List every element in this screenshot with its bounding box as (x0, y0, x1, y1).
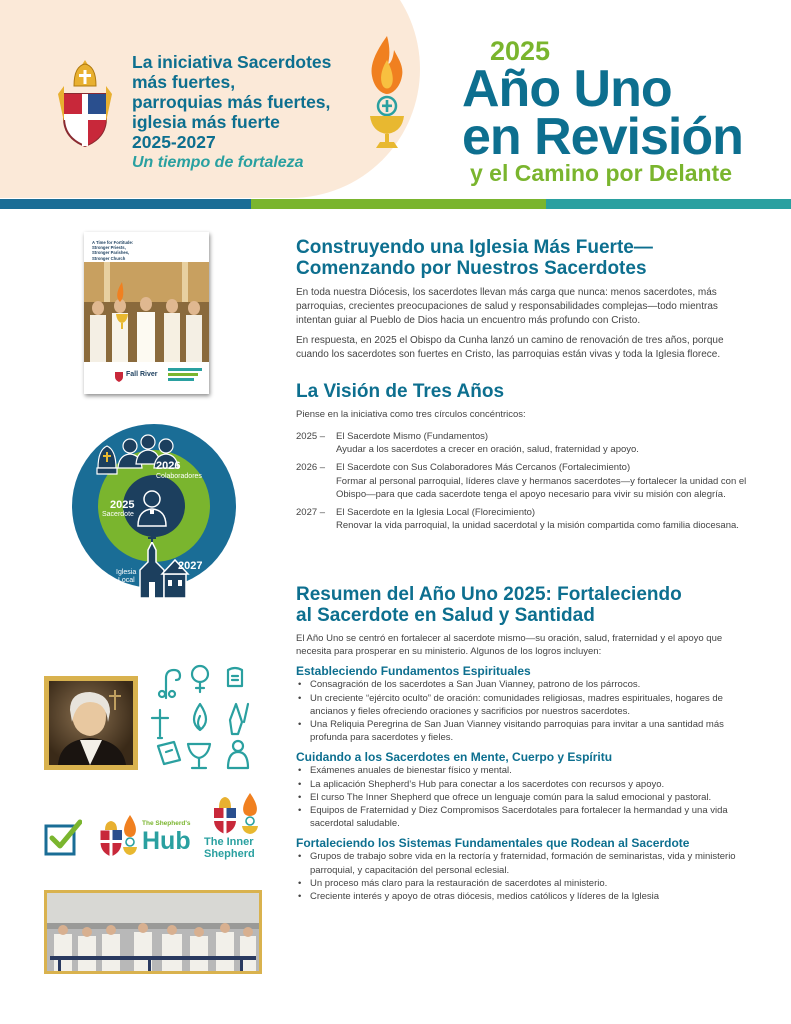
inner-shepherd-logo (204, 792, 266, 860)
circle-year-2025: 2025 (110, 499, 135, 511)
rosary-icon (192, 666, 208, 692)
spiritual-foundations-list (296, 678, 756, 744)
flame-chalice-icon (364, 34, 410, 152)
three-circles-diagram (70, 422, 240, 598)
list-item: • Creciente interés y apoyo de otras diócesis, medios católicos y líderes de la Iglesia (310, 890, 756, 903)
checkmark-box-icon (44, 818, 82, 856)
saint-vianney-portrait (44, 676, 138, 770)
vision-year-2025: 2025 – El Sacerdote Mismo (Fundamentos) Ayudar a los sacerdotes a crecer en oración, salud, fraternidad y apoyo. (296, 431, 639, 456)
priests-meeting-photo (44, 890, 262, 974)
circle-year-2027: 2027 (178, 560, 203, 572)
section3-intro: El Año Uno se centró en fortalecer al sacerdote mismo—su oración, salud, fraternidad y el apoyo que necesita para prosperar en su ministerio. Algunos de los logros incluyen: (296, 633, 723, 658)
list-item: • Un creciente “ejército oculto” de oración: comunidades religiosas, madres espirituales, hogares de ancianos y fieles ofreciendo oraciones y sacrificios por nuestros sacerdotes. (310, 692, 756, 718)
page-title-line1: Año Uno (462, 60, 672, 118)
booklet-crest-icon (114, 370, 124, 382)
subsection-fundamental-systems-heading: Fortaleciendo los Sistemas Fundamentales que Rodean al Sacerdote (296, 836, 690, 851)
tagline: Un tiempo de fortaleza (132, 154, 304, 171)
list-item: • Exámenes anuales de bienestar físico y mental. (310, 764, 756, 777)
circle-label-iglesia: Iglesia (116, 569, 137, 576)
section1-paragraph-1: En toda nuestra Diócesis, los sacerdotes llevan más carga que nunca: menos sacerdotes, más parroquias, crecientes preocupaciones de salud y responsabilidades complejas—todo mientras intentan guiar al Pueblo de Dios hacia un encuentro más profundo con Cristo. (296, 287, 718, 326)
list-item: • La aplicación Shepherd’s Hub para conectar a los sacerdotes con recursos y apoyo. (310, 778, 756, 791)
section-building-church (296, 237, 756, 362)
hub-logo-small-text: The Shepherd's (142, 820, 191, 827)
list-item: • Equipos de Fraternidad y Diez Compromisos Sacerdotales para fortalecer la hermandad y una vida sacerdotal saludable. (310, 804, 756, 830)
list-item: • Una Reliquia Peregrina de San Juan Vianney visitando parroquias para invitar a una santidad más profunda para sacerdotes y fieles. (310, 718, 756, 744)
cross-icon (152, 710, 168, 738)
shepherds-hub-logo (96, 814, 192, 860)
tablets-icon (228, 668, 242, 686)
priests-photo (84, 262, 209, 362)
list-item: • Grupos de trabajo sobre vida en la rectoría y fraternidad, formación de seminaristas, vida y ministerio parroquial, y capacitación del personal eclesial. (310, 850, 756, 876)
circle-label-colaboradores: Colaboradores (156, 473, 202, 480)
caring-priests-list (296, 764, 756, 830)
mary-icon (228, 741, 248, 768)
vision-year-2026: 2026 – El Sacerdote con Sus Colaboradores Más Cercanos (Fortalecimiento) Formar al personal parroquial, líderes clave y hermanos sacerdotes—y fortalecer la unidad con el Obispo—para que cada sacerdote tenga el apoyo necesario para vivir su misión con alegría. (296, 462, 747, 500)
section3-heading: Resumen del Año Uno 2025: Fortaleciendo al Sacerdote en Salud y Santidad (296, 584, 682, 626)
list-item: • Un proceso más claro para la restauración de sacerdotes al ministerio. (310, 877, 756, 890)
bible-icon (158, 742, 180, 764)
shepherd-crook-icon (159, 670, 180, 698)
page-title-line2: en Revisión (462, 108, 743, 166)
ministry-icons-ring (148, 664, 260, 772)
section-three-year-vision (296, 381, 756, 537)
header-divider-stripe (0, 199, 791, 209)
inner-shepherd-emblem-icon (210, 792, 262, 834)
vision-year-2027: 2027 – El Sacerdote en la Iglesia Local (Florecimiento) Renovar la vida parroquial, la unidad sacerdotal y la misión compartida como familia diocesana. (296, 507, 739, 532)
praying-hands-icon (230, 704, 248, 734)
section2-intro: Piense en la iniciativa como tres círculos concéntricos: (296, 409, 526, 420)
fundamental-systems-list (296, 850, 756, 903)
subsection-caring-priests-heading: Cuidando a los Sacerdotes en Mente, Cuerpo y Espíritu (296, 750, 613, 765)
circle-label-local: Local (118, 577, 135, 584)
initiative-title: La iniciativa Sacerdotes más fuertes, parroquias más fuertes, iglesia más fuerte 2025-2027 (132, 52, 332, 152)
inner-shepherd-text-1: The Inner (204, 836, 254, 848)
booklet-diocese-logo: Fall River (126, 371, 158, 378)
section1-heading: Construyendo una Iglesia Más Fuerte— Comenzando por Nuestros Sacerdotes (296, 237, 653, 279)
booklet-cover-image: A Time for Fortitude: Stronger Priests, Stronger Parishes, Stronger Church Fall River (84, 232, 209, 394)
list-item: • Consagración de los sacerdotes a San Juan Vianney, patrono de los párrocos. (310, 678, 756, 691)
section-year-one-summary (296, 584, 756, 903)
circle-label-sacerdote: Sacerdote (102, 511, 134, 518)
hub-logo-big-text: Hub (142, 827, 191, 855)
page-subtitle: y el Camino por Delante (470, 160, 733, 186)
hub-flame-chalice-icon (120, 814, 140, 858)
header-year: 2025 (490, 36, 551, 66)
subsection-spiritual-foundations-heading: Estableciendo Fundamentos Espirituales (296, 664, 531, 679)
list-item: • El curso The Inner Shepherd que ofrece un lenguaje común para la salud emocional y pastoral. (310, 791, 756, 804)
inner-shepherd-text-2: Shepherd (204, 848, 255, 860)
diocese-crest-logo (56, 58, 114, 148)
section1-paragraph-2: En respuesta, en 2025 el Obispo da Cunha lanzó un camino de renovación de tres años, porque cuando los sacerdotes son fuertes en Cristo, las parroquias están vivas y toda la Iglesia florece. (296, 335, 724, 360)
dove-flame-icon (194, 704, 206, 730)
circle-year-2026: 2026 (156, 460, 181, 472)
chalice-icon (188, 744, 210, 768)
section2-heading: La Visión de Tres Años (296, 381, 505, 402)
